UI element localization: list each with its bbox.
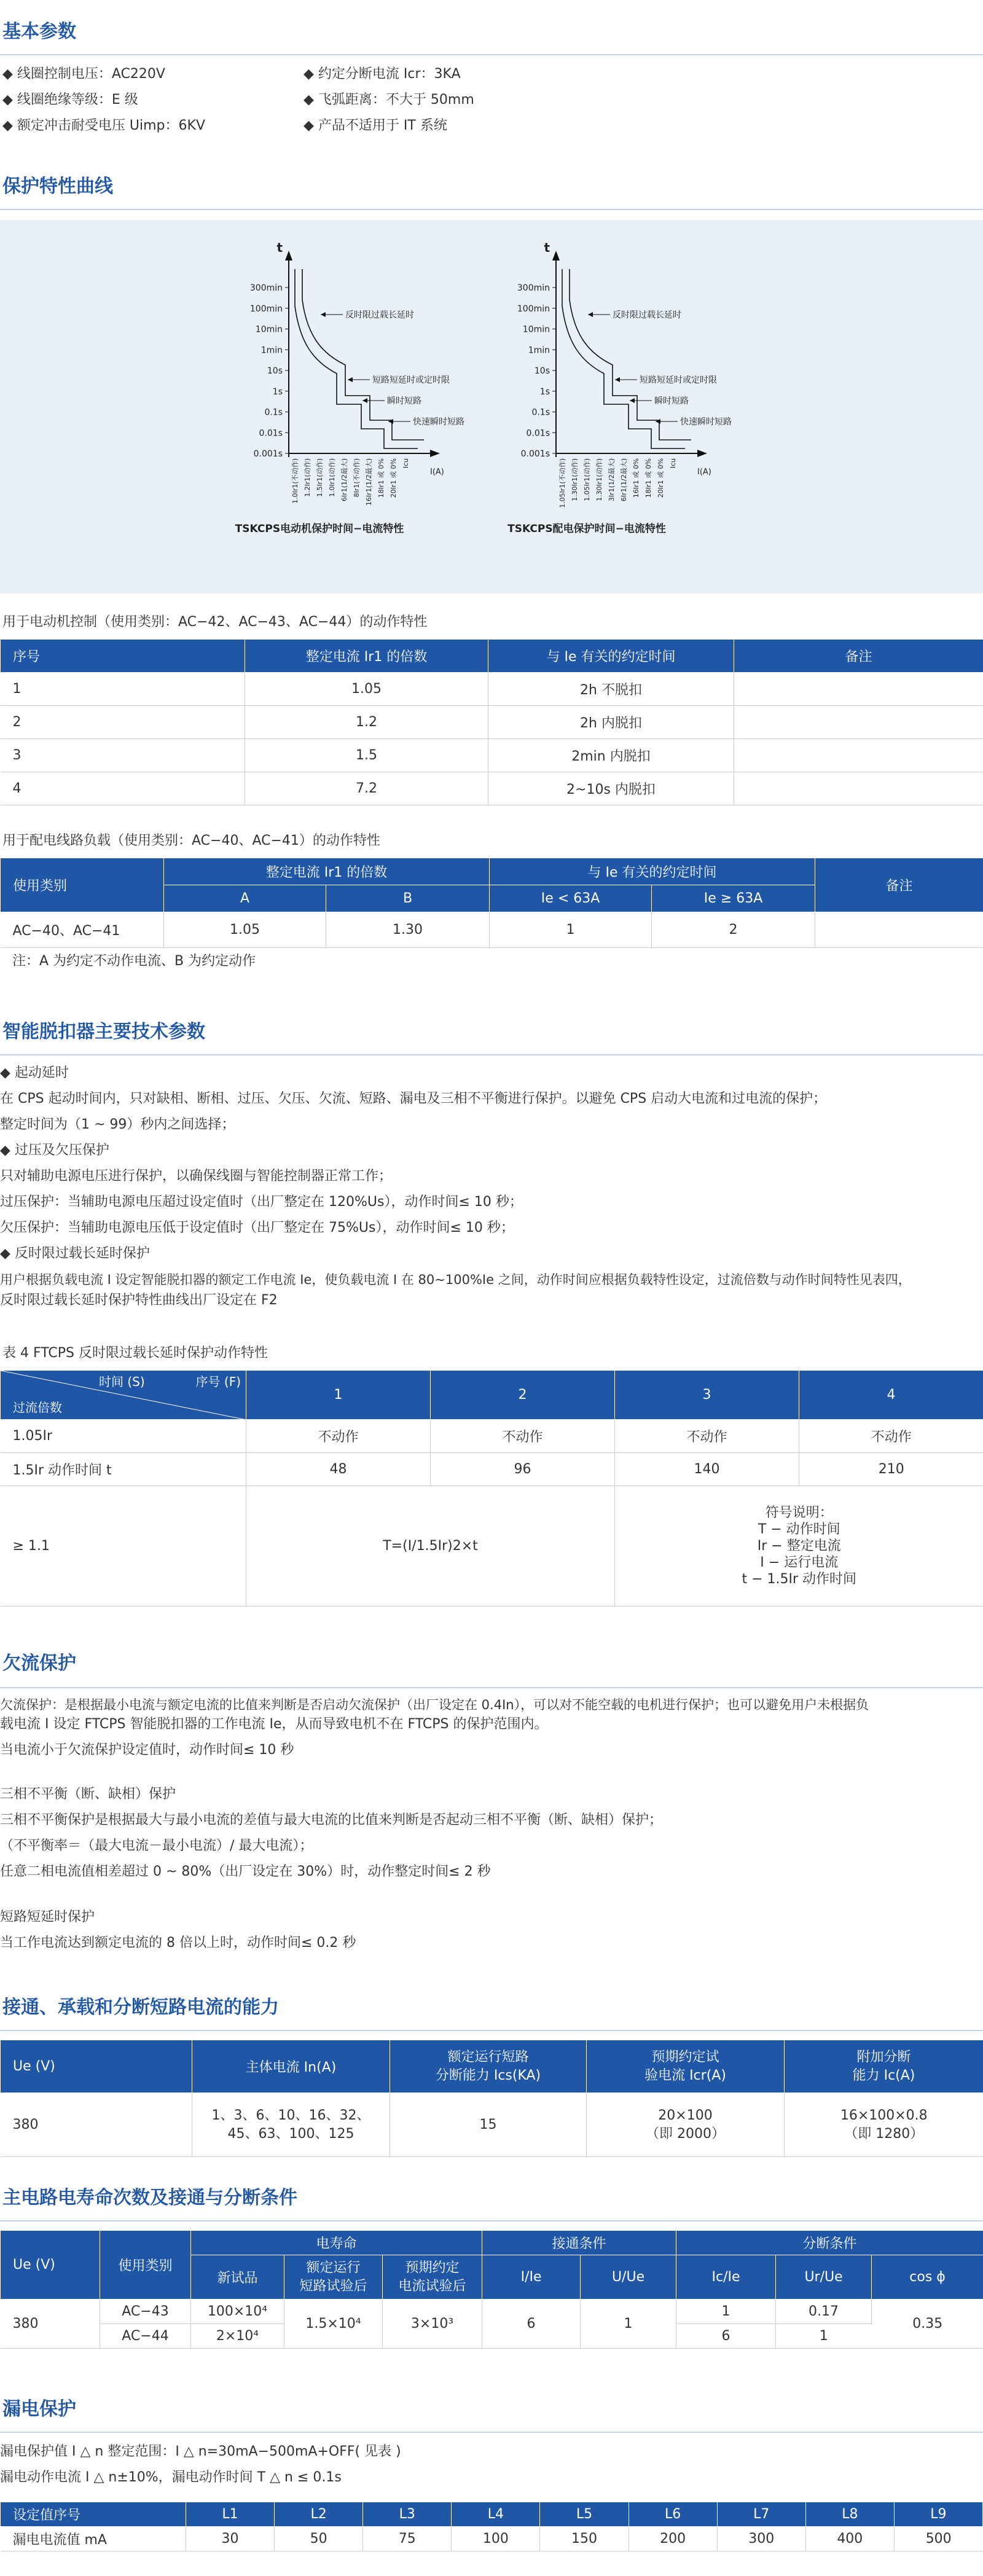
legend-line: t − 1.5Ir 动作时间 [742,1572,857,1587]
leak-line: 漏电保护值 I △ n 整定范围：I △ n=30mA−500mA+OFF( 见表 ) [0,2444,401,2459]
make-table [0,2040,983,2157]
table-cell: 15 [390,2093,587,2157]
table-cell: 7.2 [245,772,488,805]
formula-cell: T=(I/1.5Ir)2×t [246,1486,615,1607]
table-cell: 2 [1,706,245,739]
intel-line: 整定时间为（1 ~ 99）秒内之间选择； [0,1117,235,1132]
divider [0,1054,983,1055]
table-cell [734,739,983,772]
table-cell: 1.5Ir 动作时间 t [1,1453,246,1486]
x-tick-label: 6Ir1(1/2最大) [340,458,348,502]
basic-item: ◆ 产品不适用于 IT 系统 [304,118,447,133]
leak-level: L5 [540,2502,629,2527]
annotation-label: 反时限过载长延时 [345,310,414,320]
table2 [0,858,983,948]
leak-title: 漏电保护 [2,2398,76,2420]
table-cell [815,912,983,948]
divider [0,54,983,55]
corner-over: 过流倍数 [13,1400,62,1415]
leak-value: 200 [629,2527,717,2551]
table-header: Ur/Ue [776,2255,872,2300]
table2-caption: 用于配电线路负载（使用类别：AC−40、AC−41）的动作特性 [2,833,380,848]
table-cell [734,706,983,739]
cell-line: （即 1280） [844,2126,924,2142]
table-cell: 1 [581,2300,676,2349]
leak-value: 50 [275,2527,363,2551]
under-line: 载电流 I 设定 FTCPS 智能脱扣器的工作电流 Ie，从而导致电机不在 FTCPS 的保护范围内。 [0,1717,548,1732]
cell-line: 预期约定试 [651,2049,719,2065]
unbalance-line: 三相不平衡保护是根据最大与最小电流的差值与最大电流的比值来判断是否起动三相不平衡（断、缺相）保护； [0,1812,663,1828]
table-cell: 2×10⁴ [191,2324,284,2349]
table-cell: 2 [652,912,815,948]
legend-cell [615,1486,983,1607]
basic-item: ◆ 线圈绝缘等级：E 级 [2,92,138,108]
table-cell: ≥ 1.1 [1,1486,246,1607]
table-header: 新试品 [191,2255,284,2300]
y-tick-label: 1s [272,386,283,397]
curve-panel [0,220,983,593]
cell-line: 16×100×0.8 [840,2107,928,2123]
life-header: 使用类别 [100,2231,191,2300]
y-axis-arrow [285,251,292,260]
table-row [1,706,983,739]
table-cell: 380 [1,2300,100,2349]
corner-time: 时间 (S) [99,1374,145,1389]
table4-header: 3 [615,1371,799,1420]
table-cell: AC−43 [100,2300,191,2324]
unbalance-line: （不平衡率＝（最大电流－最小电流）/ 最大电流）； [0,1838,313,1854]
table-cell: 1.30 [326,912,490,948]
table4-header: 2 [431,1371,615,1420]
x-tick-label: 1.5Ir1(动作) [316,458,324,497]
x-tick-label: 16Ir1(1/2最大) [365,458,373,506]
table-cell: 2h 内脱扣 [488,706,734,739]
y-tick-label: 1min [528,345,550,356]
under-line: 欠流保护：是根据最小电流与额定电流的比值来判断是否启动欠流保护（出厂设定在 0.4In），可以对不能空载的电机进行保护；也可以避免用户未根据负 [0,1697,869,1712]
y-tick-label: 0.01s [526,428,550,439]
leak-header: 设定值序号 [1,2502,186,2527]
table4-header: 4 [799,1371,983,1420]
table-header: cos ϕ [872,2255,983,2300]
table-cell: 1.5 [245,739,488,772]
table-cell: 380 [1,2093,192,2157]
y-axis-arrow [552,251,560,260]
cell-line: 附加分断 [856,2049,911,2065]
y-tick-label: 300min [249,283,283,293]
y-tick-label: 0.1s [264,407,283,418]
annotation-arrow [615,377,620,382]
table-cell [192,2093,390,2157]
corner-seq: 序号 (F) [195,1374,241,1389]
unbalance-line: 任意二相电流值相差超过 0 ~ 80%（出厂设定在 30%）时，动作整定时间≤ 2 秒 [0,1864,491,1879]
x-tick-label: 1.0Ir1(不动作) [291,458,299,504]
legend-line: Ir − 整定电流 [757,1538,841,1554]
table-row [1,739,983,772]
divider [0,2220,983,2222]
annotation-label: 短路短延时或定时限 [372,375,450,385]
table-cell: 不动作 [799,1420,983,1453]
table-cell: 100×10⁴ [191,2300,284,2324]
table-cell: 不动作 [615,1420,799,1453]
leak-level: L6 [629,2502,717,2527]
leak-level: L9 [894,2502,982,2527]
table-header: Ue (V) [1,2040,192,2093]
annotation-label: 瞬时短路 [654,396,689,406]
x-tick-label: 20Ir1 或 0% [390,458,398,498]
x-tick-label: 6Ir1(1/2最大) [620,458,628,502]
intel-line: 只对辅助电源电压进行保护，以确保线圈与智能控制器正常工作； [0,1169,393,1184]
table2-header: 备注 [815,858,983,912]
cell-line: 短路试验后 [299,2278,367,2294]
curve-caption: TSKCPS电动机保护时间−电流特性 [235,523,404,535]
table-cell: 140 [615,1453,799,1486]
table-cell: 1.2 [245,706,488,739]
annotation-label: 瞬时短路 [387,396,421,406]
table-row [1,1453,983,1486]
table-cell: 3×10³ [383,2300,482,2349]
y-tick-label: 1min [260,345,283,356]
x-tick-label: 1.05Ir1(动作) [583,458,591,501]
table-cell: AC−44 [100,2324,191,2349]
table-cell: 不动作 [246,1420,431,1453]
unbalance-line: 三相不平衡（断、缺相）保护 [0,1787,176,1802]
cell-line: 能力 Ic(A) [852,2067,915,2083]
trip-curve-upper [570,269,691,440]
y-tick-label: 1s [539,386,550,397]
leak-value: 150 [540,2527,629,2551]
x-tick-label: Icu [402,458,410,469]
table-cell: 4 [1,772,245,805]
table-row [1,673,983,706]
table2-subheader: B [326,885,490,912]
table4-caption: 表 4 FTCPS 反时限过载长延时保护动作特性 [2,1345,268,1361]
y-tick-label: 0.001s [253,449,283,459]
table-cell [785,2093,983,2157]
table1-header: 与 Ie 有关的约定时间 [488,640,734,673]
divider [0,2432,983,2433]
y-tick-label: 0.01s [259,428,283,439]
table-cell: 210 [799,1453,983,1486]
cell-line: 预期约定 [405,2260,460,2276]
life-table [0,2230,983,2349]
leak-level: L8 [805,2502,894,2527]
under-title: 欠流保护 [2,1653,76,1674]
make-title: 接通、承载和分断短路电流的能力 [2,1997,279,2018]
table-header [383,2255,482,2300]
table2-header: 整定电流 Ir1 的倍数 [164,858,490,885]
cell-line: 1、3、6、10、16、32、 [211,2107,370,2123]
x-axis-arrow [430,450,440,457]
annotation-arrow [362,398,367,403]
axis-t-label: t [276,240,283,255]
table1-caption: 用于电动机控制（使用类别：AC−42、AC−43、AC−44）的动作特性 [2,614,428,630]
leak-value: 75 [363,2527,452,2551]
y-tick-label: 10s [267,366,283,376]
table-cell: 0.35 [872,2300,983,2349]
divider [0,2030,983,2031]
basic-item: ◆ 约定分断电流 Icr：3KA [304,66,461,82]
table-header [785,2040,983,2093]
x-unit-label: I(A) [697,468,711,477]
table-row [1,2300,983,2324]
intel-line: ◆ 过压及欠压保护 [0,1143,109,1158]
short-line: 当工作电流达到额定电流的 8 倍以上时，动作时间≤ 0.2 秒 [0,1935,356,1951]
table-header: 主体电流 In(A) [192,2040,390,2093]
short-line: 短路短延时保护 [0,1909,95,1925]
table-cell: 2~10s 内脱扣 [488,772,734,805]
intel-line: 反时限过载长延时保护特性曲线出厂设定在 F2 [0,1293,278,1308]
cell-line: 20×100 [658,2107,713,2123]
table-cell: 48 [246,1453,431,1486]
table1-header: 整定电流 Ir1 的倍数 [245,640,488,673]
table-row [1,912,983,948]
table-header [390,2040,587,2093]
intel-line: ◆ 起动延时 [0,1065,69,1081]
leak-level: L2 [275,2502,363,2527]
x-tick-label: 3Ir1(1/2最大) [608,458,616,502]
x-tick-label: 8Ir1(不动作) [353,458,361,498]
y-tick-label: 0.001s [520,449,550,459]
divider [0,1687,983,1688]
x-tick-label: 1.2Ir1(动作) [304,458,311,497]
table4 [0,1370,983,1607]
table2-subheader: Ie < 63A [490,885,652,912]
intel-line: 过压保护：当辅助电源电压超过设定值时（出厂整定在 120%Us），动作时间≤ 10 秒； [0,1194,523,1210]
table-cell: 6 [676,2324,776,2349]
table-cell: 1.5×10⁴ [284,2300,383,2349]
y-tick-label: 10s [534,366,550,376]
table-cell: 1.05 [164,912,326,948]
leak-level: L7 [717,2502,805,2527]
table2-subheader: Ie ≥ 63A [652,885,815,912]
cell-line: 45、63、100、125 [227,2126,354,2142]
annotation-label: 反时限过载长延时 [613,310,681,320]
x-unit-label: I(A) [430,468,444,477]
basic-item: ◆ 线圈控制电压：AC220V [2,66,165,82]
leak-value: 500 [894,2527,982,2551]
x-tick-label: Icu [669,458,677,469]
cell-line: 电流试验后 [398,2278,466,2294]
life-header: 分断条件 [676,2231,983,2255]
leak-level: L4 [452,2502,540,2527]
divider [0,209,983,210]
table-header [284,2255,383,2300]
life-title: 主电路电寿命次数及接通与分断条件 [2,2187,297,2209]
annotation-arrow [348,377,353,382]
intel-line: ◆ 反时限过载长延时保护 [0,1246,150,1261]
basic-item: ◆ 飞弧距离：不大于 50mm [304,92,474,108]
life-header: 电寿命 [191,2231,482,2255]
table1-header: 备注 [734,640,983,673]
table1-header: 序号 [1,640,245,673]
life-header: Ue (V) [1,2231,100,2300]
table-cell: 1 [1,673,245,706]
leak-value: 30 [186,2527,275,2551]
cell-line: （即 2000） [646,2126,725,2142]
table-cell: 0.17 [776,2300,872,2324]
table-row [1,1420,983,1453]
table-cell [587,2093,785,2157]
legend-line: T − 动作时间 [758,1522,840,1537]
annotation-arrow [588,312,593,317]
legend-line: 符号说明： [765,1505,833,1521]
table-cell: 1 [776,2324,872,2349]
table-cell: 6 [482,2300,581,2349]
leak-line: 漏电动作电流 I △ n±10%，漏电动作时间 T △ n ≤ 0.1s [0,2470,342,2485]
intel-line: 欠压保护：当辅助电源电压低于设定值时（出厂整定在 75%Us），动作时间≤ 10 秒； [0,1220,514,1235]
table-cell [734,772,983,805]
x-tick-label: 1.05Ir1(不动作) [558,458,566,508]
leak-table [0,2502,983,2551]
y-tick-label: 10min [522,324,550,335]
table-cell [734,673,983,706]
table-cell: 1 [676,2300,776,2324]
table-cell: 3 [1,739,245,772]
annotation-label: 快速瞬时短路 [413,417,464,427]
leak-value: 300 [717,2527,805,2551]
intel-line: 用户根据负载电流 I 设定智能脱扣器的额定工作电流 Ie，使负载电流 I 在 80~100%Ie 之间，动作时间应根据负载特性设定，过流倍数与动作时间特性见表四， [0,1272,911,1287]
curve-caption: TSKCPS配电保护时间−电流特性 [507,523,666,535]
table-row [1,2093,983,2157]
table-cell: 2h 不脱扣 [488,673,734,706]
table-row [1,772,983,805]
x-tick-label: 16Ir1 或 0% [632,458,640,498]
annotation-label: 短路短延时或定时限 [640,375,717,385]
curve-title: 保护特性曲线 [2,176,113,197]
annotation-arrow [321,312,326,317]
cell-line: 验电流 Icr(A) [644,2067,726,2083]
axis-t-label: t [544,240,550,255]
x-tick-label: 18Ir1 或 0% [377,458,385,498]
table4-corner [1,1371,246,1420]
x-tick-label: 1.0Ir1(动作) [328,458,336,497]
intel-title: 智能脱扣器主要技术参数 [2,1021,205,1043]
table-cell: 1 [490,912,652,948]
table-cell: 1.05Ir [1,1420,246,1453]
cell-line: 额定运行短路 [447,2049,529,2065]
y-tick-label: 0.1s [531,407,550,418]
x-axis-arrow [697,450,707,457]
table-row [1,2527,983,2551]
table2-header: 与 Ie 有关的约定时间 [490,858,815,885]
leak-value: 100 [452,2527,540,2551]
y-tick-label: 10min [255,324,283,335]
table-cell: 1.05 [245,673,488,706]
table-row [1,1486,983,1607]
table-header: Ic/Ie [676,2255,776,2300]
table-header [587,2040,785,2093]
table2-subheader: A [164,885,326,912]
x-tick-label: 1.30Ir1(动作) [595,458,603,501]
under-line: 当电流小于欠流保护设定值时，动作时间≤ 10 秒 [0,1742,294,1758]
basic-title: 基本参数 [2,21,76,42]
table-cell: AC−40、AC−41 [1,912,164,948]
table-cell: 漏电电流值 mA [1,2527,186,2551]
legend-line: I − 运行电流 [760,1555,839,1570]
cell-line: 分断能力 Ics(KA) [435,2067,541,2083]
intel-line: 在 CPS 起动时间内，只对缺相、断相、过压、欠压、欠流、短路、漏电及三相不平衡进行保护。以避免 CPS 启动大电流和过电流的保护； [0,1091,827,1106]
table2-header: 使用类别 [1,858,164,912]
leak-level: L3 [363,2502,452,2527]
trip-curve-upper [302,269,424,440]
curve-diagram [0,220,983,593]
annotation-label: 快速瞬时短路 [680,417,732,427]
table4-header: 1 [246,1371,431,1420]
table-cell: 不动作 [431,1420,615,1453]
table2-note: 注：A 为约定不动作电流、B 为约定动作 [12,953,256,969]
annotation-arrow [630,398,635,403]
leak-value: 400 [805,2527,894,2551]
x-tick-label: 1.30Ir1(动作) [571,458,579,501]
y-tick-label: 100min [517,303,550,314]
x-tick-label: 18Ir1 或 0% [644,458,652,498]
table-header: U/Ue [581,2255,676,2300]
table-cell: 2min 内脱扣 [488,739,734,772]
table-header: I/Ie [482,2255,581,2300]
table1 [0,639,983,805]
leak-level: L1 [186,2502,275,2527]
life-header: 接通条件 [482,2231,676,2255]
table-cell: 96 [431,1453,615,1486]
x-tick-label: 20Ir1 或 0% [657,458,665,498]
y-tick-label: 300min [517,283,550,293]
y-tick-label: 100min [249,303,283,314]
basic-item: ◆ 额定冲击耐受电压 Uimp：6KV [2,118,205,133]
cell-line: 额定运行 [306,2260,361,2276]
